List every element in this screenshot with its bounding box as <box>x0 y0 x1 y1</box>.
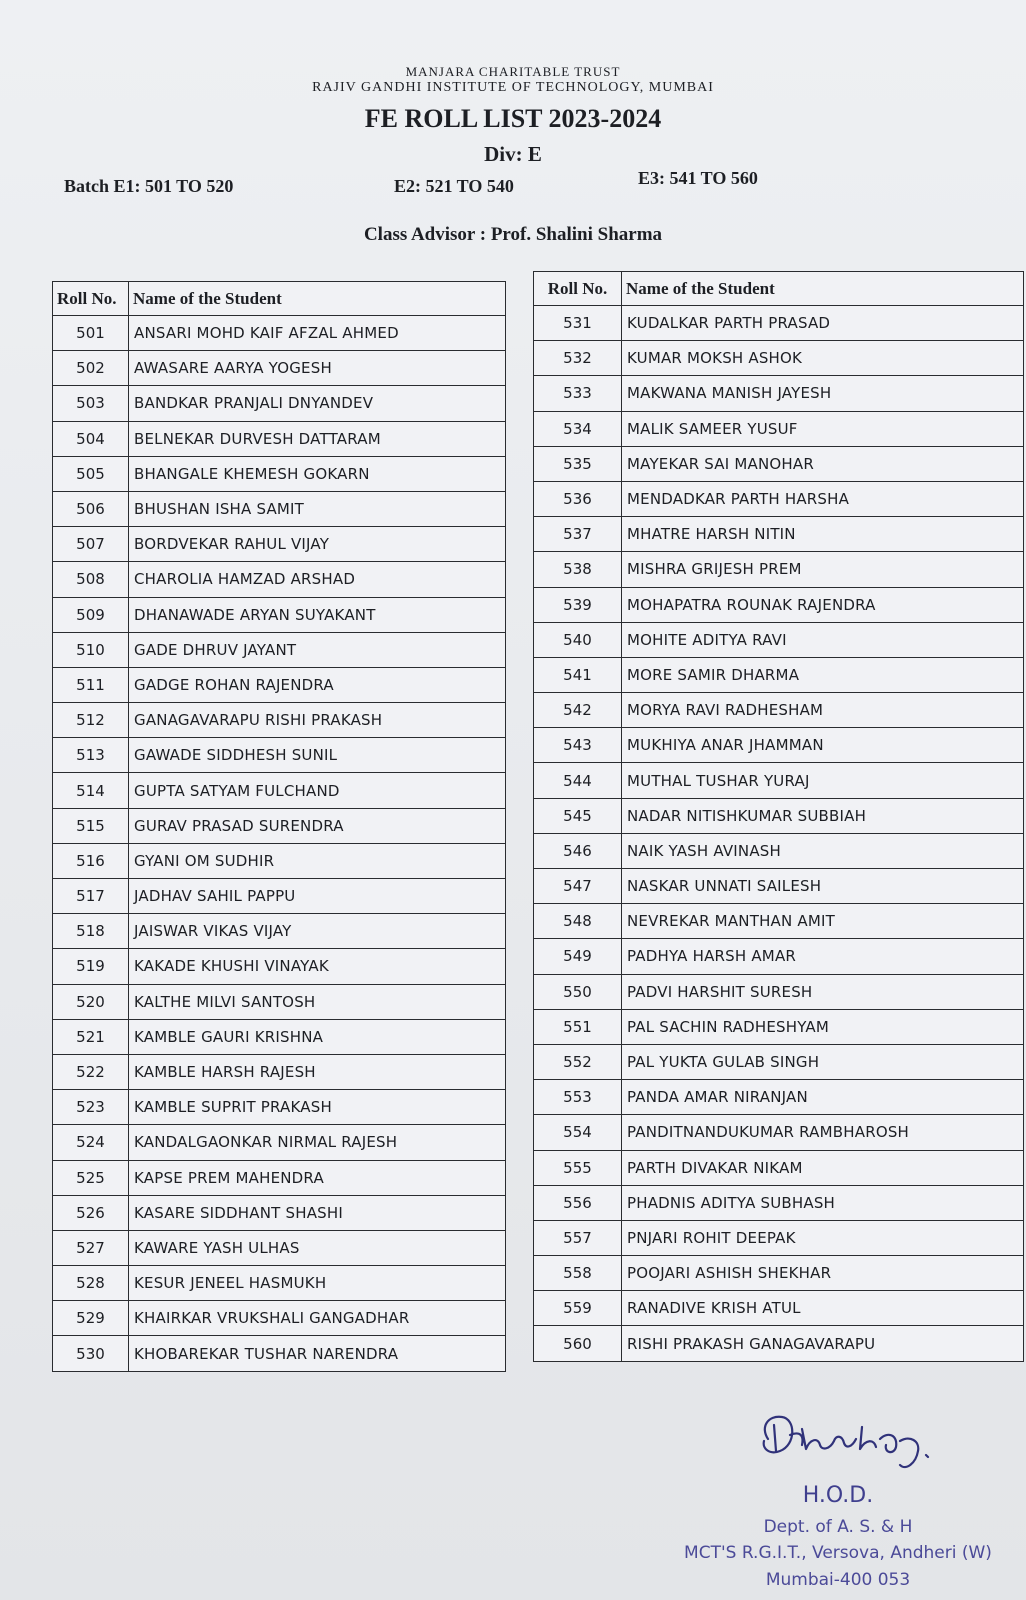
student-name: KUDALKAR PARTH PRASAD <box>622 306 1024 341</box>
class-advisor: Class Advisor : Prof. Shalini Sharma <box>363 224 663 245</box>
roll-number: 523 <box>53 1090 129 1125</box>
roll-number: 541 <box>534 657 622 692</box>
roll-number: 505 <box>53 456 129 491</box>
batch-e2-label: E2: 521 TO 540 <box>394 176 514 196</box>
roll-number: 533 <box>534 376 622 411</box>
roll-number: 512 <box>53 703 129 738</box>
table-row <box>534 1044 1024 1079</box>
roll-number: 536 <box>534 481 622 516</box>
student-name: PADHYA HARSH AMAR <box>622 939 1024 974</box>
table-row <box>53 527 506 562</box>
student-name: NADAR NITISHKUMAR SUBBIAH <box>622 798 1024 833</box>
table-row <box>53 351 506 386</box>
roll-number: 517 <box>53 879 129 914</box>
table-row <box>53 738 506 773</box>
roll-number: 551 <box>534 1009 622 1044</box>
roll-number: 539 <box>534 587 622 622</box>
student-name: PADVI HARSHIT SURESH <box>622 974 1024 1009</box>
roll-number: 552 <box>534 1044 622 1079</box>
table-row <box>53 843 506 878</box>
student-name: KAWARE YASH ULHAS <box>129 1230 506 1265</box>
student-name: BELNEKAR DURVESH DATTARAM <box>129 421 506 456</box>
table-header-row <box>534 272 1024 306</box>
table-row <box>534 939 1024 974</box>
table-row <box>534 446 1024 481</box>
batch-e1-label: Batch E1: 501 TO 520 <box>64 176 234 196</box>
table-row <box>534 763 1024 798</box>
table-row <box>53 1160 506 1195</box>
student-name: PANDA AMAR NIRANJAN <box>622 1080 1024 1115</box>
stamp-city: Mumbai-400 053 <box>765 1570 911 1590</box>
table-row <box>53 562 506 597</box>
table-row <box>534 1256 1024 1291</box>
roll-number: 531 <box>534 306 622 341</box>
table-row <box>534 869 1024 904</box>
student-name: BHANGALE KHEMESH GOKARN <box>129 456 506 491</box>
student-name: RISHI PRAKASH GANAGAVARAPU <box>622 1326 1024 1361</box>
roll-number: 558 <box>534 1256 622 1291</box>
table-row <box>53 667 506 702</box>
student-name: MALIK SAMEER YUSUF <box>622 411 1024 446</box>
student-name: KAMBLE HARSH RAJESH <box>129 1054 506 1089</box>
table-row <box>53 1195 506 1230</box>
roll-number: 555 <box>534 1150 622 1185</box>
table-row <box>53 1125 506 1160</box>
student-name-header: Name of the Student <box>129 282 506 316</box>
roll-number: 527 <box>53 1230 129 1265</box>
student-name: GAWADE SIDDHESH SUNIL <box>129 738 506 773</box>
student-name: KASARE SIDDHANT SHASHI <box>129 1195 506 1230</box>
student-name: GANAGAVARAPU RISHI PRAKASH <box>129 703 506 738</box>
table-row <box>534 411 1024 446</box>
student-name: NAIK YASH AVINASH <box>622 833 1024 868</box>
student-name: GADGE ROHAN RAJENDRA <box>129 667 506 702</box>
table-row <box>534 622 1024 657</box>
table-row <box>534 552 1024 587</box>
roll-number: 514 <box>53 773 129 808</box>
student-name: GUPTA SATYAM FULCHAND <box>129 773 506 808</box>
table-row <box>534 693 1024 728</box>
student-name: RANADIVE KRISH ATUL <box>622 1291 1024 1326</box>
student-name: PHADNIS ADITYA SUBHASH <box>622 1185 1024 1220</box>
roll-number: 559 <box>534 1291 622 1326</box>
roll-number: 513 <box>53 738 129 773</box>
student-name: KUMAR MOKSH ASHOK <box>622 341 1024 376</box>
roll-number: 538 <box>534 552 622 587</box>
student-name: ANSARI MOHD KAIF AFZAL AHMED <box>129 316 506 351</box>
roll-number: 548 <box>534 904 622 939</box>
roll-number: 554 <box>534 1115 622 1150</box>
student-name: GYANI OM SUDHIR <box>129 843 506 878</box>
student-name: PANDITNANDUKUMAR RAMBHAROSH <box>622 1115 1024 1150</box>
student-name: KHOBAREKAR TUSHAR NARENDRA <box>129 1336 506 1371</box>
roll-table-right <box>533 271 1024 1362</box>
student-name: DHANAWADE ARYAN SUYAKANT <box>129 597 506 632</box>
roll-number: 535 <box>534 446 622 481</box>
trust-name: MANJARA CHARITABLE TRUST <box>405 64 621 79</box>
table-row <box>53 632 506 667</box>
roll-number: 549 <box>534 939 622 974</box>
table-row <box>53 984 506 1019</box>
roll-number: 511 <box>53 667 129 702</box>
student-name: MENDADKAR PARTH HARSHA <box>622 481 1024 516</box>
table-header-row <box>53 282 506 316</box>
roll-number: 545 <box>534 798 622 833</box>
student-name: BORDVEKAR RAHUL VIJAY <box>129 527 506 562</box>
roll-number: 519 <box>53 949 129 984</box>
document-title: FE ROLL LIST 2023-2024 <box>364 104 662 133</box>
roll-number: 524 <box>53 1125 129 1160</box>
roll-number: 530 <box>53 1336 129 1371</box>
table-row <box>534 798 1024 833</box>
roll-number: 526 <box>53 1195 129 1230</box>
roll-number: 510 <box>53 632 129 667</box>
student-name: BANDKAR PRANJALI DNYANDEV <box>129 386 506 421</box>
student-name: KAKADE KHUSHI VINAYAK <box>129 949 506 984</box>
student-name: KESUR JENEEL HASMUKH <box>129 1266 506 1301</box>
roll-number: 521 <box>53 1019 129 1054</box>
table-row <box>53 386 506 421</box>
hod-title: H.O.D. <box>802 1483 874 1508</box>
table-row <box>534 728 1024 763</box>
student-name: KAPSE PREM MAHENDRA <box>129 1160 506 1195</box>
table-row <box>53 703 506 738</box>
institute-name: RAJIV GANDHI INSTITUTE OF TECHNOLOGY, MUMBAI <box>312 80 714 95</box>
table-row <box>53 456 506 491</box>
roll-number: 528 <box>53 1266 129 1301</box>
table-row <box>534 1185 1024 1220</box>
student-name: MOHAPATRA ROUNAK RAJENDRA <box>622 587 1024 622</box>
stamp-department: Dept. of A. S. & H <box>763 1517 913 1537</box>
table-row <box>534 376 1024 411</box>
student-name: MORYA RAVI RADHESHAM <box>622 693 1024 728</box>
student-name: MORE SAMIR DHARMA <box>622 657 1024 692</box>
roll-number: 520 <box>53 984 129 1019</box>
student-name: MAYEKAR SAI MANOHAR <box>622 446 1024 481</box>
student-name: KAMBLE SUPRIT PRAKASH <box>129 1090 506 1125</box>
stamp-college: MCT'S R.G.I.T., Versova, Andheri (W) <box>684 1543 992 1563</box>
student-name: PAL SACHIN RADHESHYAM <box>622 1009 1024 1044</box>
table-row <box>53 949 506 984</box>
table-row <box>534 1009 1024 1044</box>
hod-signature <box>750 1405 980 1475</box>
student-name: PNJARI ROHIT DEEPAK <box>622 1220 1024 1255</box>
student-name: POOJARI ASHISH SHEKHAR <box>622 1256 1024 1291</box>
table-row <box>53 597 506 632</box>
roll-number: 501 <box>53 316 129 351</box>
student-name: KANDALGAONKAR NIRMAL RAJESH <box>129 1125 506 1160</box>
roll-number: 540 <box>534 622 622 657</box>
roll-table-left <box>52 281 506 1372</box>
roll-number: 550 <box>534 974 622 1009</box>
roll-number: 502 <box>53 351 129 386</box>
roll-number: 503 <box>53 386 129 421</box>
roll-number: 534 <box>534 411 622 446</box>
student-name: KAMBLE GAURI KRISHNA <box>129 1019 506 1054</box>
student-name: NASKAR UNNATI SAILESH <box>622 869 1024 904</box>
roll-number: 547 <box>534 869 622 904</box>
roll-number: 525 <box>53 1160 129 1195</box>
student-name: AWASARE AARYA YOGESH <box>129 351 506 386</box>
roll-number: 544 <box>534 763 622 798</box>
table-row <box>53 316 506 351</box>
table-row <box>53 1266 506 1301</box>
student-name: MAKWANA MANISH JAYESH <box>622 376 1024 411</box>
roll-number: 546 <box>534 833 622 868</box>
roll-table-right-body <box>534 306 1024 1362</box>
table-row <box>534 306 1024 341</box>
table-row <box>53 1301 506 1336</box>
student-name: NEVREKAR MANTHAN AMIT <box>622 904 1024 939</box>
division-label: Div: E <box>484 142 542 166</box>
roll-number: 516 <box>53 843 129 878</box>
table-row <box>534 1220 1024 1255</box>
table-row <box>534 341 1024 376</box>
roll-no-header: Roll No. <box>534 272 622 306</box>
student-name: JAISWAR VIKAS VIJAY <box>129 914 506 949</box>
student-name: KHAIRKAR VRUKSHALI GANGADHAR <box>129 1301 506 1336</box>
roll-number: 515 <box>53 808 129 843</box>
student-name: GURAV PRASAD SURENDRA <box>129 808 506 843</box>
student-name: KALTHE MILVI SANTOSH <box>129 984 506 1019</box>
roll-number: 560 <box>534 1326 622 1361</box>
roll-number: 506 <box>53 491 129 526</box>
student-name: CHAROLIA HAMZAD ARSHAD <box>129 562 506 597</box>
table-row <box>534 833 1024 868</box>
student-name: MUKHIYA ANAR JHAMMAN <box>622 728 1024 763</box>
table-row <box>53 1230 506 1265</box>
table-row <box>534 481 1024 516</box>
student-name: MISHRA GRIJESH PREM <box>622 552 1024 587</box>
table-row <box>534 517 1024 552</box>
table-row <box>53 773 506 808</box>
student-name: PAL YUKTA GULAB SINGH <box>622 1044 1024 1079</box>
table-row <box>534 1115 1024 1150</box>
table-row <box>534 904 1024 939</box>
roll-number: 553 <box>534 1080 622 1115</box>
roll-number: 508 <box>53 562 129 597</box>
roll-table-left-body <box>53 316 506 1372</box>
roll-number: 507 <box>53 527 129 562</box>
student-name-header: Name of the Student <box>622 272 1024 306</box>
roll-number: 537 <box>534 517 622 552</box>
table-row <box>53 1336 506 1371</box>
roll-number: 529 <box>53 1301 129 1336</box>
table-row <box>534 1150 1024 1185</box>
table-row <box>53 879 506 914</box>
table-row <box>534 587 1024 622</box>
roll-number: 518 <box>53 914 129 949</box>
roll-number: 543 <box>534 728 622 763</box>
table-row <box>53 808 506 843</box>
student-name: MOHITE ADITYA RAVI <box>622 622 1024 657</box>
roll-no-header: Roll No. <box>53 282 129 316</box>
student-name: PARTH DIVAKAR NIKAM <box>622 1150 1024 1185</box>
table-row <box>53 491 506 526</box>
table-row <box>534 1080 1024 1115</box>
student-name: MHATRE HARSH NITIN <box>622 517 1024 552</box>
roll-number: 532 <box>534 341 622 376</box>
roll-number: 504 <box>53 421 129 456</box>
student-name: BHUSHAN ISHA SAMIT <box>129 491 506 526</box>
table-row <box>53 421 506 456</box>
batch-e3-label: E3: 541 TO 560 <box>638 168 758 188</box>
table-row <box>53 1090 506 1125</box>
roll-number: 557 <box>534 1220 622 1255</box>
roll-number: 556 <box>534 1185 622 1220</box>
table-row <box>53 1019 506 1054</box>
roll-number: 542 <box>534 693 622 728</box>
roll-number: 509 <box>53 597 129 632</box>
student-name: MUTHAL TUSHAR YURAJ <box>622 763 1024 798</box>
table-row <box>53 1054 506 1089</box>
student-name: JADHAV SAHIL PAPPU <box>129 879 506 914</box>
table-row <box>534 657 1024 692</box>
student-name: GADE DHRUV JAYANT <box>129 632 506 667</box>
table-row <box>534 1291 1024 1326</box>
table-row <box>53 914 506 949</box>
roll-number: 522 <box>53 1054 129 1089</box>
table-row <box>534 1326 1024 1361</box>
table-row <box>534 974 1024 1009</box>
